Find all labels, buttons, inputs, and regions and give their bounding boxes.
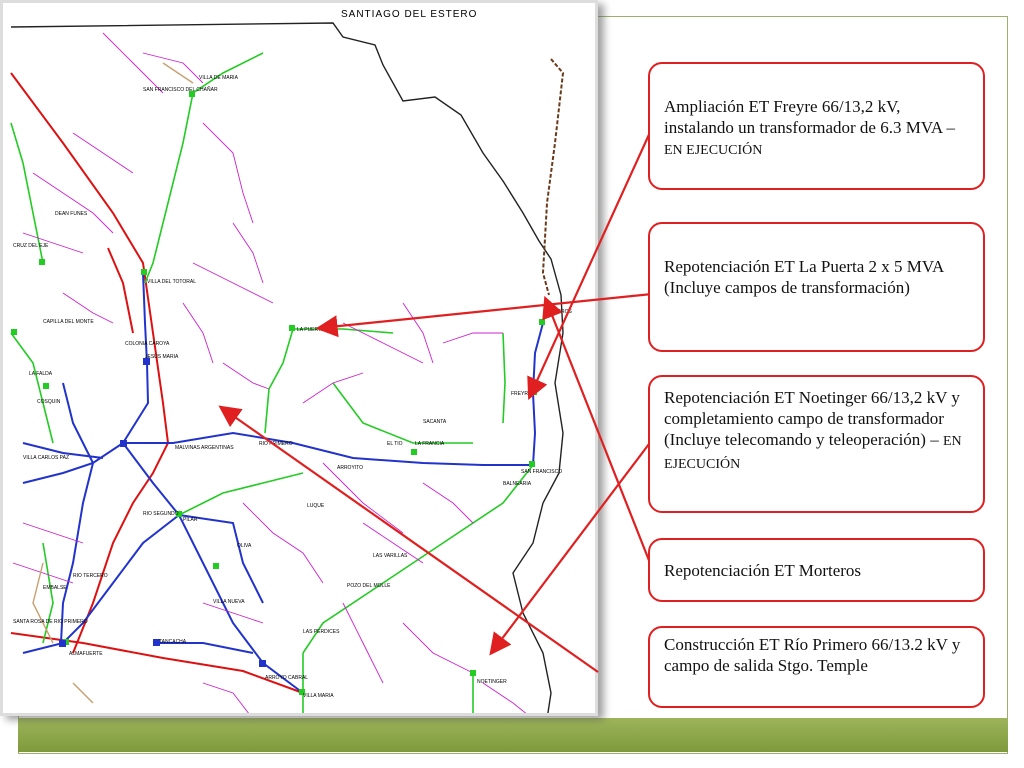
map-label: MORTEROS — [543, 309, 572, 315]
callout-noetinger-status: EN EJECUCIÓN — [664, 434, 962, 472]
callout-la-puerta-text: Repotenciación ET La Puerta 2 x 5 MVA (Incluye campos de transformación) — [664, 257, 944, 297]
arrow-morteros — [546, 300, 652, 568]
map-label: CRUZ DEL EJE — [13, 243, 49, 249]
map-label: ALMAFUERTE — [69, 651, 103, 657]
callout-rio-primero — [648, 626, 985, 708]
map-label: CAPILLA DEL MONTE — [43, 319, 94, 325]
map-label: DEAN FUNES — [55, 211, 88, 217]
callout-la-puerta — [648, 222, 985, 352]
map-label: JESUS MARIA — [145, 354, 179, 360]
arrow-noetinger — [492, 440, 652, 652]
arrow-rio-primero — [222, 408, 598, 672]
map-label: ARROYITO — [337, 465, 364, 471]
map-label: PILAR — [183, 517, 198, 523]
map-label: LAS VARILLAS — [373, 553, 408, 559]
map-label: LUQUE — [307, 503, 325, 509]
map-label: BALNEARIA — [503, 481, 532, 487]
arrow-la-puerta — [320, 294, 652, 328]
map-label: LA PUERTA — [297, 327, 325, 333]
map-label: SANTA ROSA DE RIO PRIMERO — [13, 619, 88, 625]
map-label: RIO TERCERO — [73, 573, 108, 579]
map-label: LA FRANCIA — [415, 441, 445, 447]
map-label: TANCACHA — [159, 639, 187, 645]
map-label: RIO SEGUNDO — [143, 511, 179, 517]
map-label: COLONIA CAROYA — [125, 341, 170, 347]
map-label: VILLA DE MARIA — [199, 75, 238, 81]
map-label: EMBALSE — [43, 585, 67, 591]
map-label: VILLA DEL TOTORAL — [147, 279, 197, 285]
map-label: LA FALDA — [29, 371, 53, 377]
map-label: SAN FRANCISCO DEL CHAÑAR — [143, 87, 218, 93]
callout-rio-primero-text: Construcción ET Río Primero 66/13.2 kV y campo de salida Stgo. Temple — [664, 635, 961, 675]
callout-noetinger — [648, 375, 985, 513]
map-title: SANTIAGO DEL ESTERO — [341, 9, 478, 20]
map-label: SACANTA — [423, 419, 447, 425]
map-label: SAN FRANCISCO — [521, 469, 563, 475]
callout-morteros-text: Repotenciación ET Morteros — [664, 561, 862, 580]
callout-freyre-text: Ampliación ET Freyre 66/13,2 kV, instalando un transformador de 6.3 MVA – — [664, 97, 956, 137]
callout-freyre-status: EN EJECUCIÓN — [664, 143, 763, 158]
map-label: LAS PERDICES — [303, 629, 340, 635]
map-label: ARROYO CABRAL — [265, 675, 309, 681]
map-label: EL TIO — [387, 441, 403, 447]
callout-morteros — [648, 538, 985, 602]
map-label: MALVINAS ARGENTINAS — [175, 445, 234, 451]
map-label: VILLA NUEVA — [213, 599, 245, 605]
map-label: OLIVA — [237, 543, 252, 549]
map-label: VILLA MARIA — [303, 693, 334, 699]
map-label: RIO PRIMERO — [259, 441, 293, 447]
callout-freyre — [648, 62, 985, 190]
map-label: FREYRE — [511, 391, 532, 397]
map-label: POZO DEL MOLLE — [347, 583, 391, 589]
arrow-freyre — [530, 128, 652, 396]
map-label: VILLA CARLOS PAZ — [23, 455, 70, 461]
callout-noetinger-text: Repotenciación ET Noetinger 66/13,2 kV y completamiento campo de transformador (Incluye telecomando y teleoperación) – — [664, 388, 960, 449]
map-label: COSQUIN — [37, 399, 61, 405]
map-label: NOETINGER — [477, 679, 507, 685]
